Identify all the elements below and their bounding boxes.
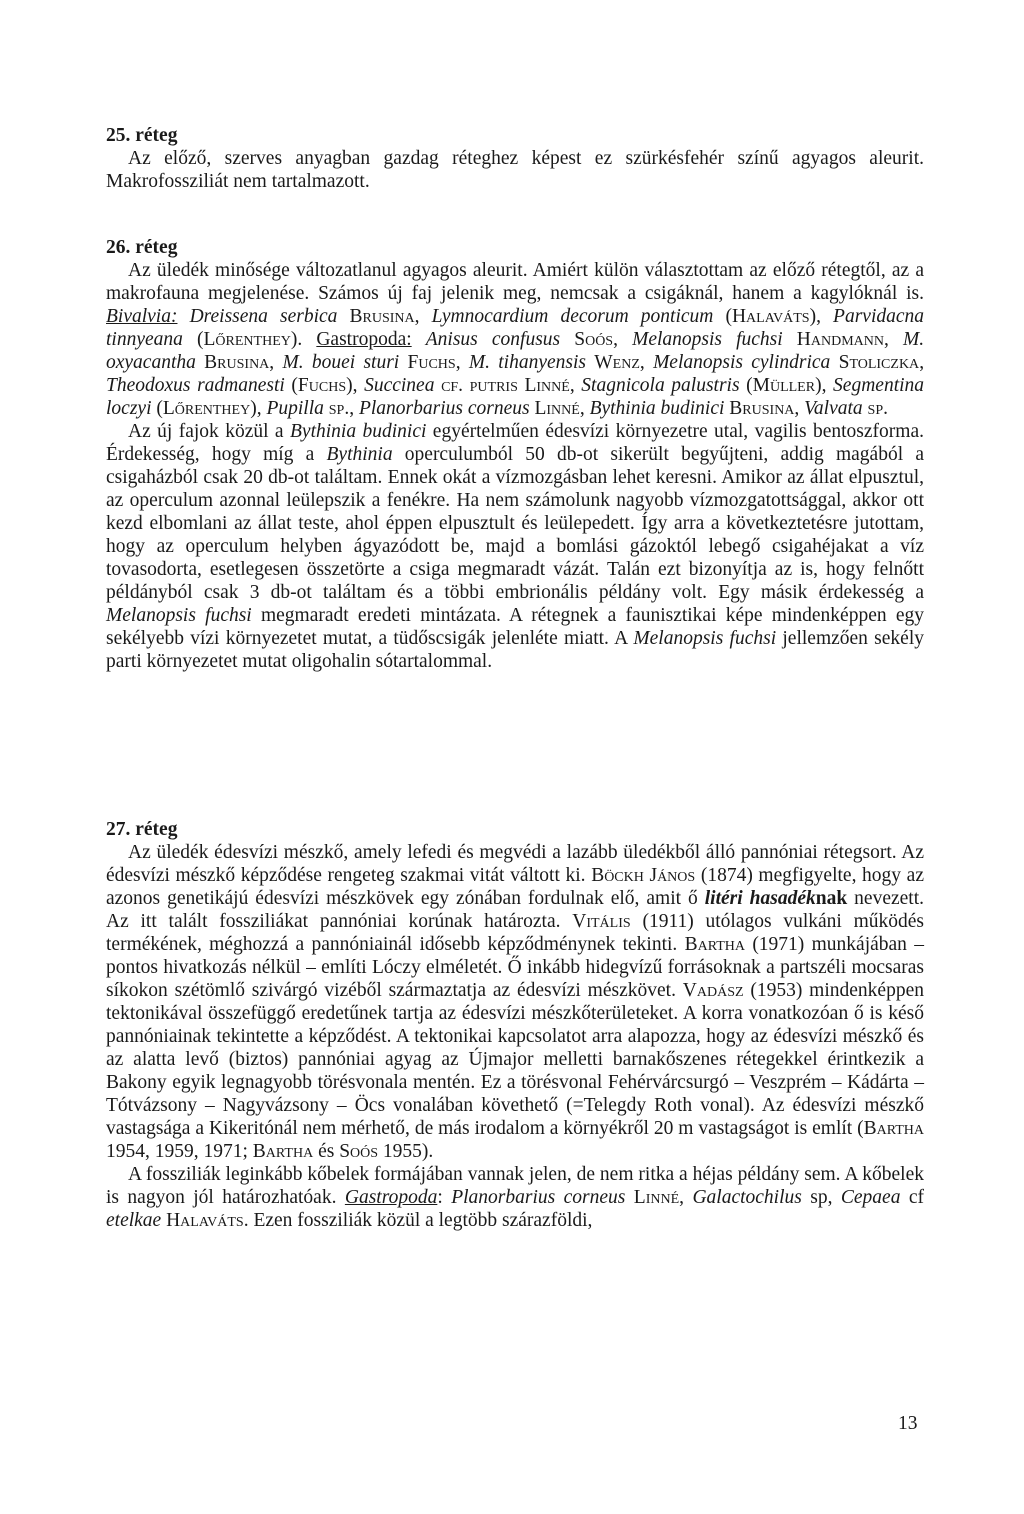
species-author: Linné [534, 398, 580, 419]
list-separator: , [569, 375, 582, 396]
list-separator: , [455, 352, 469, 373]
species-author: cf. putris Linné [441, 375, 570, 396]
text-run: Az üledék édesvízi mészkő, amely lefedi és megvédi a lazább üledékből álló pannóniai rétegsort. Az édesvízi mészkő képződése rengeteg szakmai vitát váltott ki. [106, 842, 924, 886]
text-run: (1953) mindenképpen tektonikával összefüggő eredetűnek tartja az édesvízi mészkőterületeket. A korra vonatkozóan ő is késő pannóniainak tekintette a képződést. A tektonikai kapcsolatot arra alapozza, hogy az édesvízi mészkő és az alatta levő (biztos) pannóniai agyag az Újmajor melletti barnakőszenes rétegekkel érintkezik a Bakony egyik legnagyobb törésvonala mentén. Ez a törésvonal Fehérvárcsurgó – Veszprém – Kádárta – Tótvázsony – Nagyvázsony – Öcs vonalában követhető (=Telegdy Roth vonal). Az édesvízi mészkő vastagsága a Kikeritónál nem mérhető, de más irodalom a környékről 20 m vastagságot is említ ( [106, 980, 924, 1139]
species-name: Pupilla [266, 398, 324, 419]
layer-26-discussion [106, 420, 924, 673]
text-run: 1955). [378, 1141, 434, 1162]
text-run: A fossziliák leginkább kőbelek formájában vannak jelen, de nem ritka a héjas példány sem. A kőbelek is nagyon jól határozhatóak. [106, 1164, 924, 1208]
list-separator: . [297, 329, 317, 350]
species-author: Brusina [349, 306, 415, 327]
text-run: operculumból 50 db-ot sikerült begyűjteni, addig magából a csigaházból csak 20 db-ot találtam. Ennek okát a vízmozgásban lehet keresni. Amikor az állat elpusztul, az operculum azonnal leülepszik a fenékre. Ha nem számolunk nagyobb vízmozgatottsággal, akkor ott kezd elbomlani az állat teste, ahol éppen elpusztult és leülepedett. Így arra a következtetésre jutottam, hogy az operculum helyben ágyazódott be, majd a bomlási gázoktól lebegő csigahéjakat a víz tovasodorta, esetlegesen összetörte a csiga megmaradt vázát. Talán ezt bizonyítja az is, hogy felnőtt példányból csak 3 db-ot találtam és a többi embrionális példány volt. Egy másik érdekesség a [106, 444, 924, 603]
gastropoda-label: Gastropoda [344, 1187, 438, 1208]
species-author: (Müller) [746, 375, 822, 396]
species-author: Wenz [594, 352, 640, 373]
species-name: Stagnicola palustris [581, 375, 740, 396]
species-author: (Lőrenthey) [156, 398, 257, 419]
text-run: , [679, 1187, 693, 1208]
species-author: sp. [328, 398, 350, 419]
species-name: Melanopsis fuchsi [106, 605, 252, 626]
text-run: cf [900, 1187, 925, 1208]
author-name: Bartha [863, 1118, 924, 1139]
species-name: Theodoxus radmanesti [106, 375, 285, 396]
layer-27-paragraph-2 [106, 1163, 924, 1232]
layer-26-heading: 26. réteg [106, 237, 178, 258]
list-separator: , [639, 352, 654, 373]
layer-26-species-paragraph [106, 259, 924, 420]
species-name: Segmentina loczyi [106, 375, 925, 419]
page-number: 13 [898, 1413, 918, 1434]
list-separator: , [821, 375, 834, 396]
species-author: Fuchs [407, 352, 456, 373]
species-name: Cepaea [840, 1187, 901, 1208]
species-name: Galactochilus [692, 1187, 802, 1208]
term-emphasis: litéri hasadék [704, 888, 816, 909]
text-run: 1954, 1959, 1971; [106, 1141, 253, 1162]
species-name: Melanopsis fuchsi [633, 628, 777, 649]
text-run: és [313, 1141, 340, 1162]
list-separator: , [883, 329, 903, 350]
species-name: Dreissena serbica [189, 306, 338, 327]
species-name: Parvidacna tinnyeana [106, 306, 925, 350]
species-author: Handmann [796, 329, 884, 350]
list-separator: , [794, 398, 805, 419]
author-name: Bartha [252, 1141, 314, 1162]
species-name: Bythinia [326, 444, 393, 465]
species-name: Melanopsis fuchsi [632, 329, 783, 350]
species-name: etelkae [106, 1210, 162, 1231]
list-separator: , [613, 329, 633, 350]
species-name: Bythinia budinici [290, 421, 427, 442]
section-layer-25 [106, 124, 924, 193]
author-name: Soós [339, 1141, 379, 1162]
layer-27-paragraph-1 [106, 841, 924, 1163]
list-separator: , [414, 306, 432, 327]
list-separator: , [816, 306, 834, 327]
species-name: Anisus confusus [425, 329, 561, 350]
text-run: nevezett. Az itt talált fossziliákat pannóniai korúnak határozta. [106, 888, 924, 932]
text-run: (1911) utólagos vulkáni működés termékének, méghozzá a pannóniainál idősebb képződménynek tekinti. [106, 911, 924, 955]
species-name: M. bouei sturi [282, 352, 400, 373]
list-separator: , [256, 398, 267, 419]
text-run: Az új fajok közül a [128, 421, 290, 442]
layer-25-heading: 25. réteg [106, 125, 178, 146]
species-name: Melanopsis cylindrica [653, 352, 831, 373]
list-separator: , [919, 352, 925, 373]
species-name: Planorbarius corneus [358, 398, 530, 419]
species-author: sp. [867, 398, 888, 419]
list-separator: , [349, 398, 359, 419]
species-name: Lymnocardium decorum ponticum [431, 306, 714, 327]
bivalvia-label: Bivalvia: [106, 306, 178, 327]
author-name: Böckh János [591, 865, 696, 886]
author-name: Vitális [572, 911, 631, 932]
layer-26-intro: Az üledék minősége változatlanul agyagos aleurit. Amiért külön választottam az előző rétegtől, az a makrofauna megjelenése. Számos új faj jelenik meg, nemcsak a csigáknál, hanem a kagylóknál is. [106, 260, 924, 304]
author-name: Bartha [684, 934, 745, 955]
section-layer-26 [106, 236, 924, 673]
species-name: M. tihanyensis [468, 352, 586, 373]
species-name: Bythinia budinici [589, 398, 725, 419]
species-name: M. oxyacantha [106, 329, 925, 373]
species-name: Succinea [364, 375, 435, 396]
species-author: (Halaváts) [725, 306, 817, 327]
species-author: (Fuchs) [291, 375, 353, 396]
species-author: Stoliczka [838, 352, 920, 373]
text-run: (1971) munkájában – pontos hivatkozás nélkül – említi Lóczy elméletét. Ő inkább hidegvízű forrásoknak a partszéli mocsaras síkokon szétömlő szivárgó vizéből származtatja az édesvízi mészkövet. [106, 934, 924, 1001]
list-separator: , [352, 375, 365, 396]
term-suffix: nak [815, 888, 848, 909]
species-author: (Lőrenthey) [197, 329, 298, 350]
list-separator: , [269, 352, 283, 373]
text-run: . Ezen fossziliák közül a legtöbb szárazföldi, [243, 1210, 593, 1231]
section-layer-27 [106, 818, 924, 1232]
text-run: : [437, 1187, 452, 1208]
gastropoda-label: Gastropoda: [316, 329, 412, 350]
author-name: Linné [633, 1187, 680, 1208]
text-run: megmaradt eredeti mintázata. A rétegnek a faunisztikai képe mindenképpen egy sekélyebb vízi környezetet mutat, a tüdőscsigák jelenléte miatt. A [106, 605, 924, 649]
author-name: Halaváts [166, 1210, 244, 1231]
species-author: Brusina [204, 352, 270, 373]
species-author: Soós [574, 329, 614, 350]
author-name: Vadász [682, 980, 744, 1001]
text-run: (1874) megfigyelte, hogy az azonos genetikájú édesvízi mészkövek egy zónában fordulnak elő, amit ő [106, 865, 924, 909]
layer-25-text: Az előző, szerves anyagban gazdag réteghez képest ez szürkésfehér színű agyagos aleurit. Makrofossziliát nem tartalmazott. [106, 148, 924, 192]
species-author: Brusina [729, 398, 795, 419]
layer-27-heading: 27. réteg [106, 819, 178, 840]
text-run: sp, [801, 1187, 841, 1208]
species-name: Planorbarius corneus [451, 1187, 626, 1208]
species-name: Valvata [804, 398, 863, 419]
text-run: jellemzően sekély parti környezetet mutat oligohalin sótartalommal. [106, 628, 924, 672]
list-separator: , [579, 398, 590, 419]
text-run: egyértelműen édesvízi környezetre utal, vagilis bentoszforma. Érdekesség, hogy míg a [106, 421, 924, 465]
